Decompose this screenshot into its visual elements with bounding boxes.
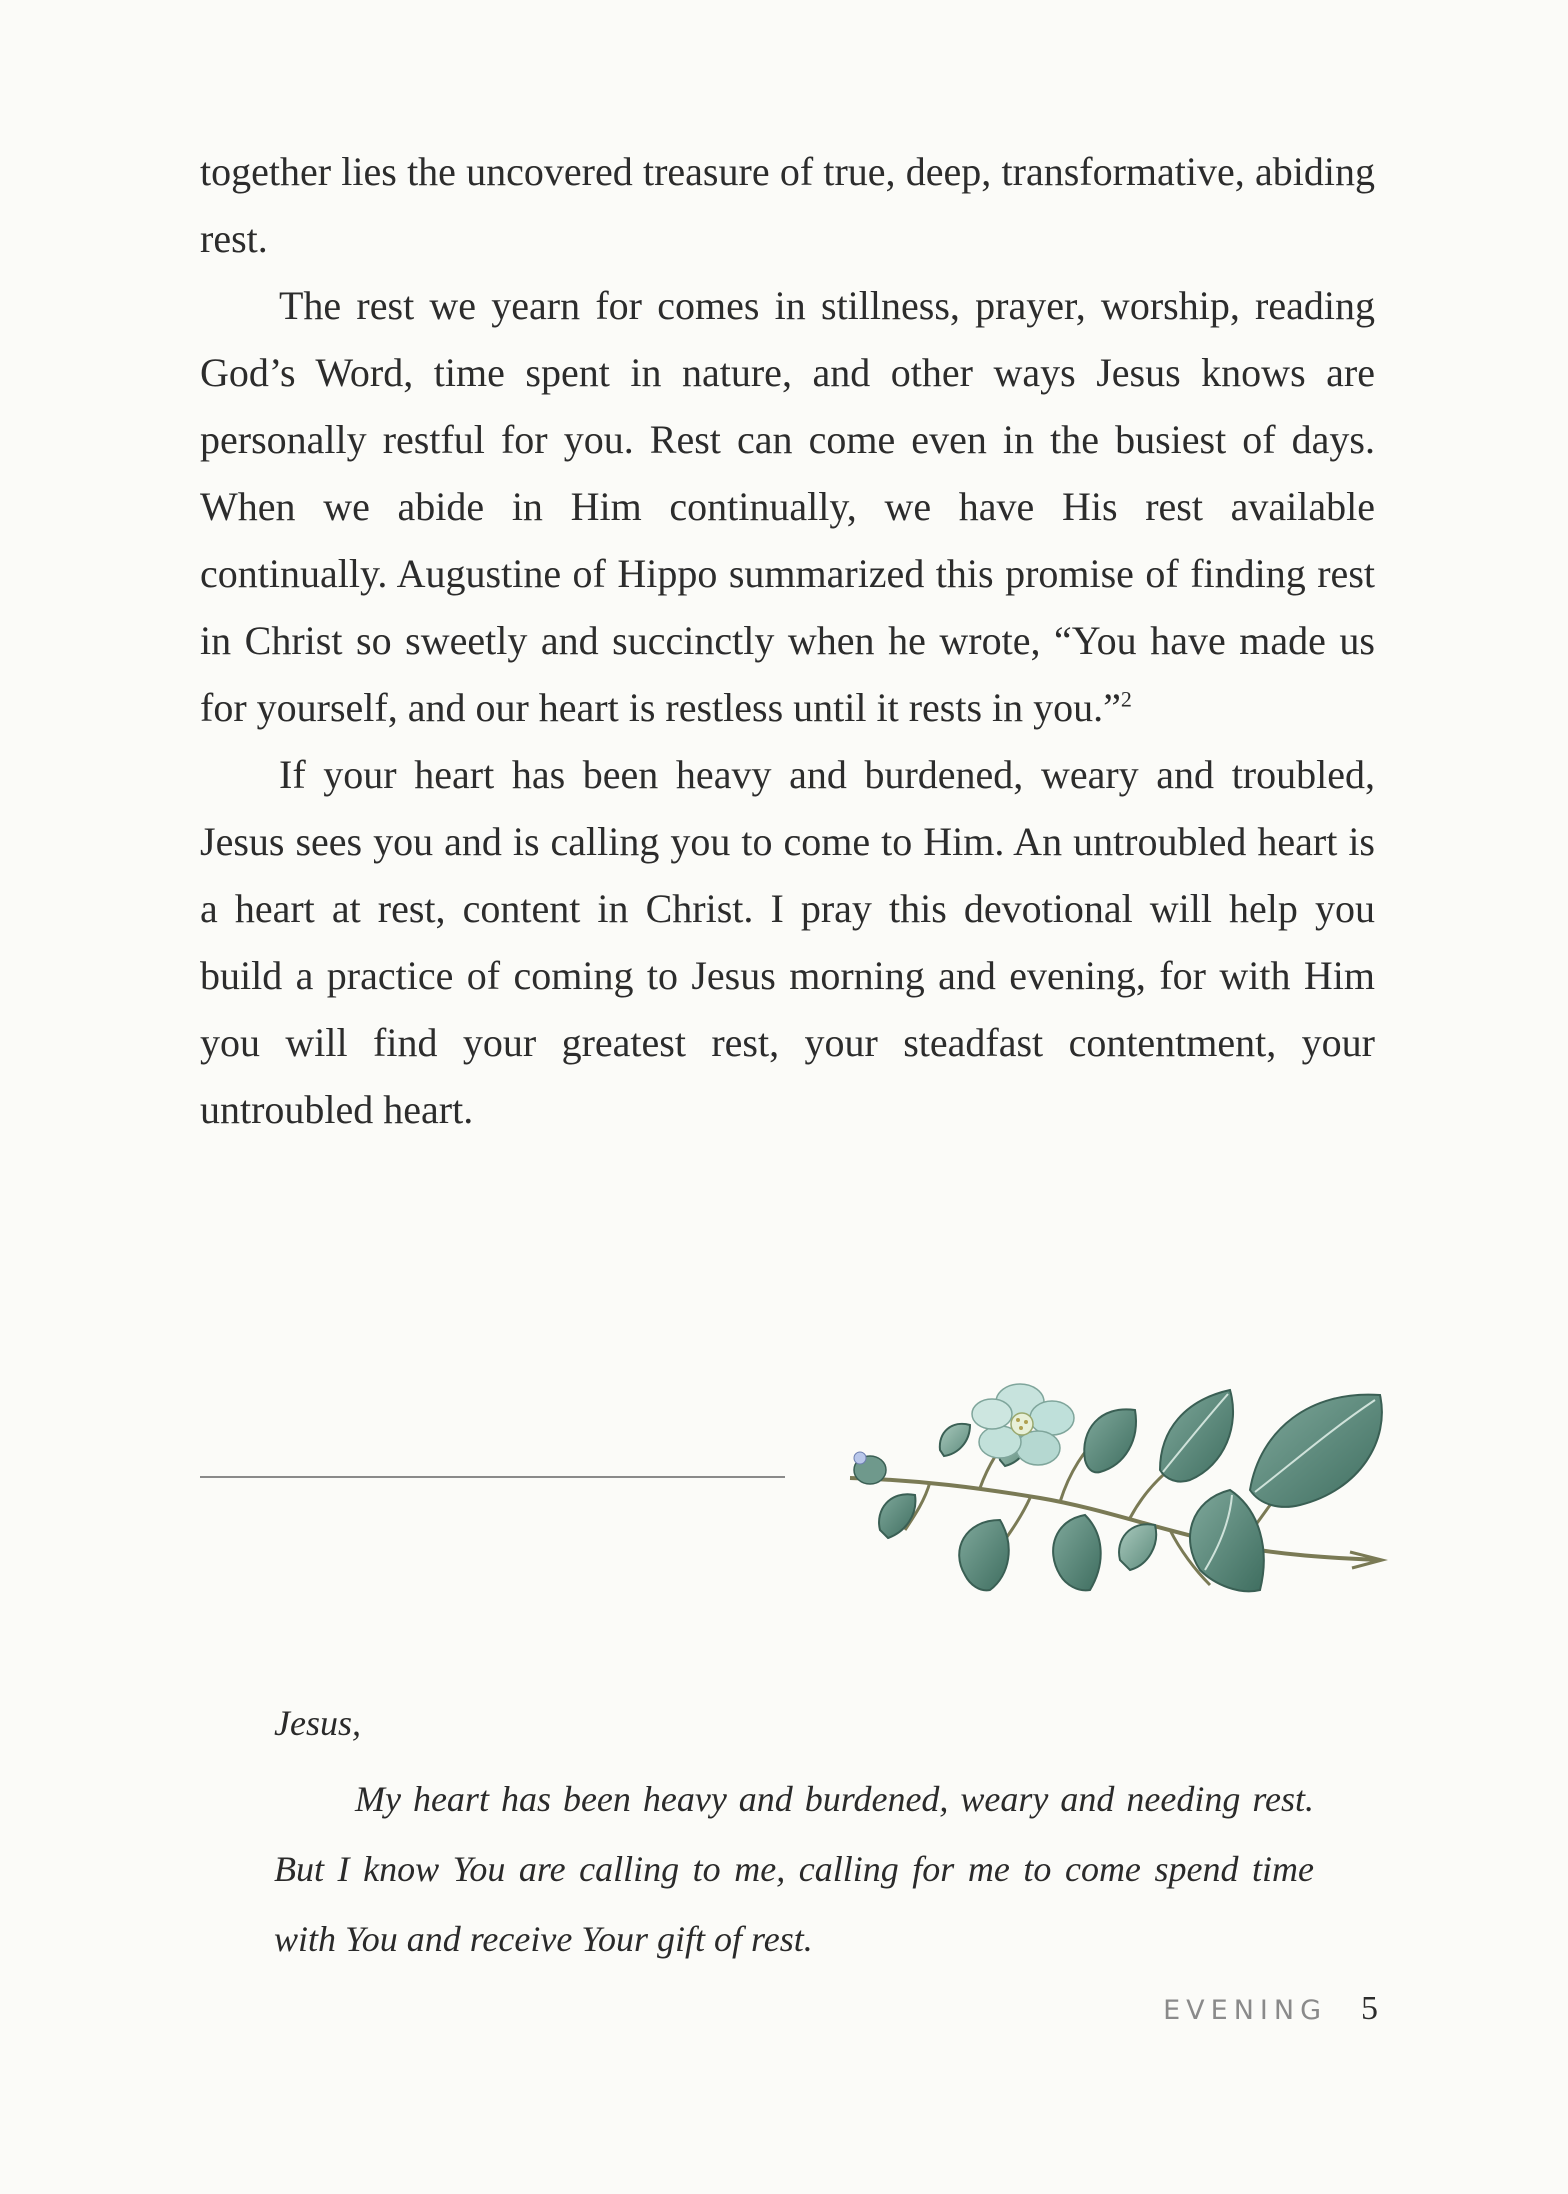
paragraph-1: together lies the uncovered treasure of true, deep, transformative, abiding rest. [200, 149, 1375, 261]
body-text [200, 138, 1375, 1143]
prayer-greeting: Jesus, [274, 1703, 361, 1743]
paragraph-2 [200, 272, 1375, 741]
page-footer [1163, 1990, 1378, 2028]
flowering-sprig-illustration [830, 1370, 1400, 1610]
prayer-text: My heart has been heavy and burdened, weary and needing rest. But I know You are calling to me, calling for me to come spend time with You and receive Your gift of rest. [274, 1779, 1314, 1959]
flower-icon [972, 1384, 1074, 1465]
closing-prayer [274, 1688, 1314, 1974]
page-number: 5 [1361, 1990, 1378, 2027]
running-footer-section: EVENING [1163, 1995, 1327, 2026]
footnote-marker: 2 [1120, 686, 1132, 712]
flower-bud-icon [854, 1452, 886, 1484]
paragraph-2-text: The rest we yearn for comes in stillness, prayer, worship, reading God’s Word, time spent in nature, and other ways Jesus knows are personally restful for you. Rest can come even in the busiest of days. When we abide in Him continually, we have His rest available continually. Augustine of Hippo summarized this promise of finding rest in Christ so sweetly and succinctly when he wrote, “You have made us for yourself, and our heart is restless until it rests in you.” [200, 283, 1375, 730]
paragraph-3: If your heart has been heavy and burdened, weary and troubled, Jesus sees you and is calling you to come to Him. An untroubled heart is a heart at rest, content in Christ. I pray this devotional will help you build a practice of coming to Jesus morning and evening, for with Him you will find your greatest rest, your steadfast contentment, your untroubled heart. [200, 752, 1375, 1132]
horizontal-divider [200, 1476, 785, 1478]
